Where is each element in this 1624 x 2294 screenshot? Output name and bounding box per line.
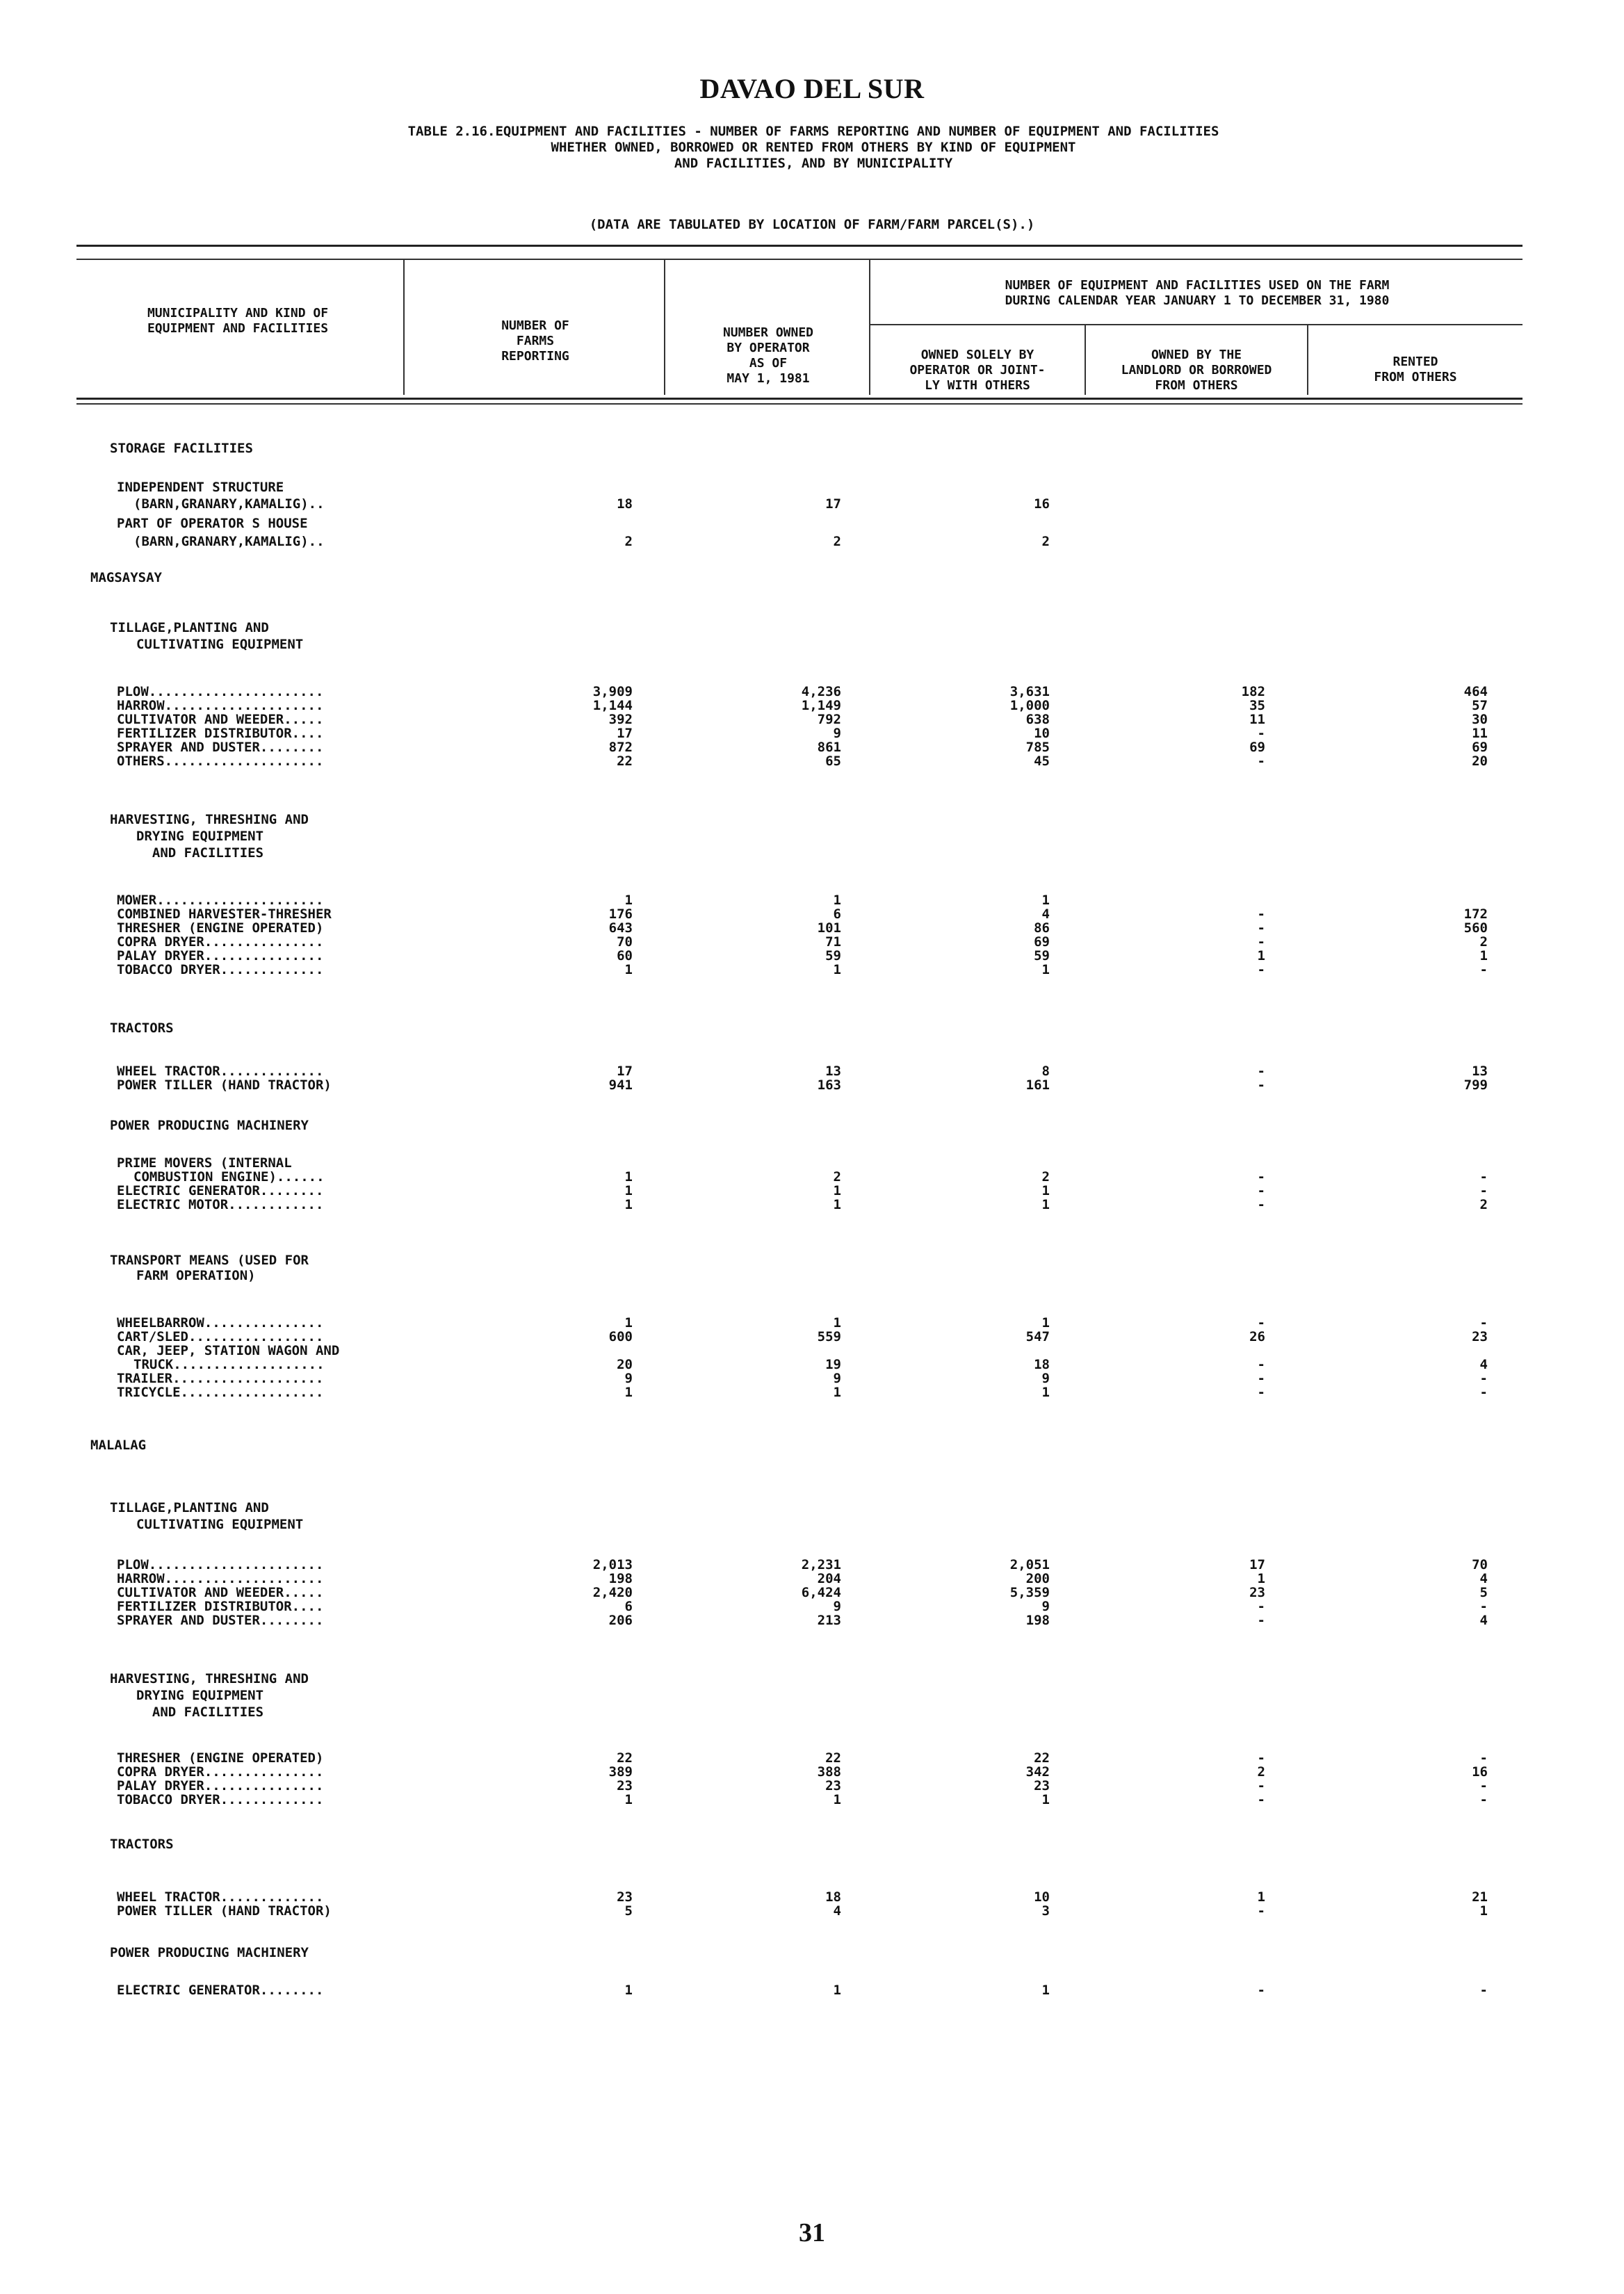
owned-solely-cell: 1,000 (1009, 698, 1050, 713)
owned-landlord-cell: - (1257, 1903, 1265, 1919)
category-heading (0, 619, 1624, 637)
owned-as-of-cell: 213 (817, 1613, 841, 1628)
farms-reporting-cell: 941 (608, 1077, 633, 1093)
rented-cell: 57 (1472, 698, 1488, 713)
row-label: WHEEL TRACTOR............. (117, 1064, 324, 1079)
farms-reporting-cell: 2,013 (592, 1557, 633, 1572)
row-label: WHEELBARROW............... (117, 1315, 324, 1331)
row-label: THRESHER (ENGINE OPERATED) (117, 1750, 324, 1766)
owned-landlord-cell: - (1257, 920, 1265, 936)
header-divider (869, 259, 870, 395)
owned-landlord-cell: - (1257, 1792, 1265, 1807)
row-label: POWER PRODUCING MACHINERY (110, 1118, 309, 1133)
farms-reporting-cell: 206 (608, 1613, 633, 1628)
farms-reporting-cell: 1 (624, 1385, 633, 1400)
farms-reporting-cell: 1 (624, 962, 633, 977)
farms-reporting-cell: 17 (617, 726, 633, 741)
owned-as-of-cell: 204 (817, 1571, 841, 1586)
rented-cell: 172 (1463, 906, 1488, 922)
rented-cell: 69 (1472, 740, 1488, 755)
owned-landlord-cell: - (1257, 1169, 1265, 1185)
farms-reporting-cell: 2 (624, 534, 633, 549)
farms-reporting-cell: 23 (617, 1889, 633, 1905)
farms-reporting-cell: 60 (617, 948, 633, 963)
owned-solely-cell: 161 (1025, 1077, 1050, 1093)
table-caption: TABLE 2.16.EQUIPMENT AND FACILITIES - NUMBER OF FARMS REPORTING AND NUMBER OF EQUIPMENT AND FACILITIES WHETHER OWNED, BORROWED OR RENTED FROM OTHERS BY KIND OF EQUIPMENT AND FACILITIES, AND BY MUNICIPALITY (407, 124, 1219, 171)
farms-reporting-cell: 1 (624, 1169, 633, 1185)
farms-reporting-cell: 176 (608, 906, 633, 922)
row-label: HARVESTING, THRESHING AND (110, 1671, 309, 1686)
rented-cell: 20 (1472, 754, 1488, 769)
group-underline (870, 324, 1522, 325)
owned-solely-cell: 198 (1025, 1613, 1050, 1628)
row-label: CAR, JEEP, STATION WAGON AND (117, 1343, 340, 1358)
table-row (0, 961, 1624, 979)
owned-as-of-cell: 1,149 (801, 698, 841, 713)
table-row (0, 1076, 1624, 1094)
header-divider (664, 259, 665, 395)
owned-landlord-cell: - (1257, 1613, 1265, 1628)
owned-as-of-cell: 1 (833, 1792, 841, 1807)
row-label: PALAY DRYER............... (117, 1778, 324, 1793)
row-label: PALAY DRYER............... (117, 948, 324, 963)
header-divider (1085, 325, 1086, 395)
row-label: FERTILIZER DISTRIBUTOR.... (117, 726, 324, 741)
row-label: POWER PRODUCING MACHINERY (110, 1945, 309, 1960)
municipality-heading (0, 1436, 1624, 1454)
header-bottom-rule (76, 398, 1522, 400)
row-label: MAGSAYSAY (90, 570, 162, 585)
row-label: STORAGE FACILITIES (110, 441, 253, 456)
farms-reporting-cell: 23 (617, 1778, 633, 1793)
table-row (0, 752, 1624, 770)
rented-cell: 13 (1472, 1064, 1488, 1079)
owned-solely-cell: 10 (1034, 726, 1050, 741)
row-label: COPRA DRYER............... (117, 934, 324, 950)
row-label: TRACTORS (110, 1837, 174, 1852)
rented-cell: 560 (1463, 920, 1488, 936)
row-label: MALALAG (90, 1438, 147, 1453)
category-heading (0, 635, 1624, 653)
owned-landlord-cell: - (1257, 1983, 1265, 1998)
page-number: 31 (799, 2218, 825, 2247)
owned-landlord-cell: - (1257, 1750, 1265, 1766)
farms-reporting-cell: 20 (617, 1357, 633, 1372)
row-label: CULTIVATOR AND WEEDER..... (117, 1585, 324, 1600)
owned-landlord-cell: 1 (1257, 1889, 1265, 1905)
rented-cell: - (1479, 1385, 1488, 1400)
row-label: ELECTRIC GENERATOR........ (117, 1183, 324, 1198)
owned-as-of-cell: 861 (817, 740, 841, 755)
farms-reporting-cell: 18 (617, 496, 633, 512)
owned-solely-cell: 9 (1041, 1599, 1050, 1614)
row-label: POWER TILLER (HAND TRACTOR) (117, 1903, 332, 1919)
owned-solely-cell: 59 (1034, 948, 1050, 963)
table-row (0, 478, 1624, 496)
row-label: FERTILIZER DISTRIBUTOR.... (117, 1599, 324, 1614)
farms-reporting-cell: 1 (624, 1315, 633, 1331)
header-owned-as-of: NUMBER OWNED BY OPERATOR AS OF MAY 1, 1981 (722, 325, 814, 386)
row-label: WHEEL TRACTOR............. (117, 1889, 324, 1905)
table-row (0, 532, 1624, 551)
row-label: ELECTRIC GENERATOR........ (117, 1983, 324, 1998)
farms-reporting-cell: 600 (608, 1329, 633, 1344)
table-row (0, 1383, 1624, 1401)
table-row (0, 1902, 1624, 1920)
header-used-group: NUMBER OF EQUIPMENT AND FACILITIES USED ON THE FARM DURING CALENDAR YEAR JANUARY 1 TO DECEMBER 31, 1980 (1005, 278, 1390, 308)
owned-landlord-cell: - (1257, 1385, 1265, 1400)
row-label: COMBINED HARVESTER-THRESHER (117, 906, 332, 922)
owned-as-of-cell: 9 (833, 1599, 841, 1614)
farms-reporting-cell: 1 (624, 1983, 633, 1998)
farms-reporting-cell: 1 (624, 1197, 633, 1212)
row-label: CART/SLED................. (117, 1329, 324, 1344)
row-label: CULTIVATING EQUIPMENT (136, 1517, 304, 1532)
owned-landlord-cell: 26 (1249, 1329, 1265, 1344)
owned-solely-cell: 200 (1025, 1571, 1050, 1586)
table-row (0, 1981, 1624, 1999)
header-municipality: MUNICIPALITY AND KIND OF EQUIPMENT AND FACILITIES (147, 306, 329, 336)
farms-reporting-cell: 1 (624, 893, 633, 908)
owned-solely-cell: 10 (1034, 1889, 1050, 1905)
owned-solely-cell: 2 (1041, 1169, 1050, 1185)
rented-cell: - (1479, 1169, 1488, 1185)
rented-cell: 4 (1479, 1357, 1488, 1372)
owned-solely-cell: 9 (1041, 1371, 1050, 1386)
owned-solely-cell: 69 (1034, 934, 1050, 950)
rented-cell: 799 (1463, 1077, 1488, 1093)
owned-as-of-cell: 1 (833, 1315, 841, 1331)
row-label: SPRAYER AND DUSTER........ (117, 1613, 324, 1628)
rented-cell: 2 (1479, 934, 1488, 950)
farms-reporting-cell: 2,420 (592, 1585, 633, 1600)
owned-landlord-cell: - (1257, 962, 1265, 977)
owned-as-of-cell: 559 (817, 1329, 841, 1344)
owned-as-of-cell: 163 (817, 1077, 841, 1093)
farms-reporting-cell: 22 (617, 754, 633, 769)
owned-landlord-cell: 35 (1249, 698, 1265, 713)
row-label: INDEPENDENT STRUCTURE (117, 480, 284, 495)
data-note: (DATA ARE TABULATED BY LOCATION OF FARM/FARM PARCEL(S).) (589, 217, 1035, 232)
row-label: PLOW...................... (117, 1557, 324, 1572)
owned-solely-cell: 342 (1025, 1764, 1050, 1780)
owned-landlord-cell: - (1257, 1077, 1265, 1093)
owned-solely-cell: 1 (1041, 1315, 1050, 1331)
owned-landlord-cell: - (1257, 726, 1265, 741)
farms-reporting-cell: 70 (617, 934, 633, 950)
owned-solely-cell: 86 (1034, 920, 1050, 936)
header-owned-landlord: OWNED BY THE LANDLORD OR BORROWED FROM OTHERS (1121, 348, 1272, 393)
header-bottom-rule-2 (76, 403, 1522, 405)
owned-solely-cell: 638 (1025, 712, 1050, 727)
row-label: ELECTRIC MOTOR............ (117, 1197, 324, 1212)
owned-solely-cell: 1 (1041, 1183, 1050, 1198)
category-heading (0, 811, 1624, 829)
row-label: HARROW.................... (117, 698, 324, 713)
owned-solely-cell: 16 (1034, 496, 1050, 512)
owned-solely-cell: 3 (1041, 1903, 1050, 1919)
owned-landlord-cell: - (1257, 906, 1265, 922)
owned-as-of-cell: 1 (833, 1197, 841, 1212)
rented-cell: 464 (1463, 684, 1488, 699)
owned-landlord-cell: - (1257, 1315, 1265, 1331)
rented-cell: 70 (1472, 1557, 1488, 1572)
rented-cell: 21 (1472, 1889, 1488, 1905)
owned-landlord-cell: - (1257, 1357, 1265, 1372)
category-heading (0, 1703, 1624, 1721)
owned-as-of-cell: 1 (833, 962, 841, 977)
owned-solely-cell: 23 (1034, 1778, 1050, 1793)
rented-cell: - (1479, 1983, 1488, 1998)
row-label: PART OF OPERATOR S HOUSE (117, 516, 308, 531)
farms-reporting-cell: 6 (624, 1599, 633, 1614)
category-heading (0, 1116, 1624, 1134)
row-label: TRANSPORT MEANS (USED FOR (110, 1253, 309, 1268)
row-label: PRIME MOVERS (INTERNAL (117, 1155, 292, 1171)
rented-cell: 1 (1479, 948, 1488, 963)
owned-as-of-cell: 9 (833, 1371, 841, 1386)
owned-landlord-cell: 1 (1257, 948, 1265, 963)
farms-reporting-cell: 22 (617, 1750, 633, 1766)
row-label: TILLAGE,PLANTING AND (110, 620, 269, 635)
row-label: OTHERS.................... (117, 754, 324, 769)
owned-solely-cell: 1 (1041, 893, 1050, 908)
farms-reporting-cell: 1 (624, 1792, 633, 1807)
category-heading (0, 1499, 1624, 1517)
row-label: TRAILER................... (117, 1371, 324, 1386)
rented-cell: - (1479, 1792, 1488, 1807)
rented-cell: 2 (1479, 1197, 1488, 1212)
rented-cell: - (1479, 1599, 1488, 1614)
owned-solely-cell: 547 (1025, 1329, 1050, 1344)
row-label: HARVESTING, THRESHING AND (110, 812, 309, 827)
category-heading (0, 1670, 1624, 1688)
row-label: TOBACCO DRYER............. (117, 1792, 324, 1807)
rented-cell: - (1479, 1315, 1488, 1331)
farms-reporting-cell: 17 (617, 1064, 633, 1079)
owned-solely-cell: 1 (1041, 1385, 1050, 1400)
owned-as-of-cell: 6,424 (801, 1585, 841, 1600)
rented-cell: - (1479, 1778, 1488, 1793)
owned-as-of-cell: 2,231 (801, 1557, 841, 1572)
rented-cell: 5 (1479, 1585, 1488, 1600)
owned-solely-cell: 4 (1041, 906, 1050, 922)
owned-landlord-cell: - (1257, 754, 1265, 769)
owned-solely-cell: 5,359 (1009, 1585, 1050, 1600)
header-farms-reporting: NUMBER OF FARMS REPORTING (501, 318, 569, 364)
owned-solely-cell: 2,051 (1009, 1557, 1050, 1572)
owned-as-of-cell: 101 (817, 920, 841, 936)
category-heading (0, 1267, 1624, 1285)
owned-solely-cell: 1 (1041, 1983, 1050, 1998)
row-label: TRACTORS (110, 1020, 174, 1036)
farms-reporting-cell: 643 (608, 920, 633, 936)
farms-reporting-cell: 3,909 (592, 684, 633, 699)
rented-cell: - (1479, 1183, 1488, 1198)
owned-as-of-cell: 9 (833, 726, 841, 741)
table-row (0, 495, 1624, 513)
farms-reporting-cell: 1,144 (592, 698, 633, 713)
row-label: SPRAYER AND DUSTER........ (117, 740, 324, 755)
row-label: (BARN,GRANARY,KAMALIG).. (133, 534, 325, 549)
owned-as-of-cell: 59 (825, 948, 841, 963)
owned-as-of-cell: 23 (825, 1778, 841, 1793)
owned-as-of-cell: 1 (833, 1983, 841, 1998)
owned-as-of-cell: 65 (825, 754, 841, 769)
row-label: CULTIVATING EQUIPMENT (136, 637, 304, 652)
category-heading (0, 844, 1624, 862)
owned-solely-cell: 22 (1034, 1750, 1050, 1766)
owned-solely-cell: 1 (1041, 1197, 1050, 1212)
rented-cell: 16 (1472, 1764, 1488, 1780)
row-label: HARROW.................... (117, 1571, 324, 1586)
row-label: DRYING EQUIPMENT (136, 829, 264, 844)
rented-cell: 23 (1472, 1329, 1488, 1344)
row-label: TILLAGE,PLANTING AND (110, 1500, 269, 1515)
owned-as-of-cell: 6 (833, 906, 841, 922)
owned-solely-cell: 8 (1041, 1064, 1050, 1079)
owned-as-of-cell: 18 (825, 1889, 841, 1905)
owned-landlord-cell: 1 (1257, 1571, 1265, 1586)
owned-as-of-cell: 4 (833, 1903, 841, 1919)
owned-as-of-cell: 17 (825, 496, 841, 512)
farms-reporting-cell: 198 (608, 1571, 633, 1586)
rented-cell: 4 (1479, 1613, 1488, 1628)
page-title: DAVAO DEL SUR (699, 73, 925, 104)
owned-landlord-cell: - (1257, 1183, 1265, 1198)
municipality-heading (0, 569, 1624, 587)
owned-solely-cell: 18 (1034, 1357, 1050, 1372)
category-heading (0, 1019, 1624, 1037)
owned-landlord-cell: 182 (1241, 684, 1265, 699)
rented-cell: 11 (1472, 726, 1488, 741)
owned-solely-cell: 3,631 (1009, 684, 1050, 699)
row-label: TRICYCLE.................. (117, 1385, 324, 1400)
owned-as-of-cell: 22 (825, 1750, 841, 1766)
owned-landlord-cell: - (1257, 1197, 1265, 1212)
row-label: CULTIVATOR AND WEEDER..... (117, 712, 324, 727)
table-row (0, 514, 1624, 532)
row-label: THRESHER (ENGINE OPERATED) (117, 920, 324, 936)
owned-landlord-cell: - (1257, 1599, 1265, 1614)
category-heading (0, 1944, 1624, 1962)
farms-reporting-cell: 392 (608, 712, 633, 727)
owned-landlord-cell: - (1257, 1371, 1265, 1386)
row-label: POWER TILLER (HAND TRACTOR) (117, 1077, 332, 1093)
owned-landlord-cell: - (1257, 1778, 1265, 1793)
category-heading (0, 439, 1624, 457)
rented-cell: 4 (1479, 1571, 1488, 1586)
owned-landlord-cell: - (1257, 1064, 1265, 1079)
farms-reporting-cell: 9 (624, 1371, 633, 1386)
row-label: PLOW...................... (117, 684, 324, 699)
row-label: DRYING EQUIPMENT (136, 1688, 264, 1703)
owned-as-of-cell: 1 (833, 893, 841, 908)
row-label: (BARN,GRANARY,KAMALIG).. (133, 496, 325, 512)
rented-cell: - (1479, 1371, 1488, 1386)
owned-as-of-cell: 1 (833, 1385, 841, 1400)
owned-landlord-cell: 23 (1249, 1585, 1265, 1600)
owned-landlord-cell: 69 (1249, 740, 1265, 755)
category-heading (0, 1686, 1624, 1705)
row-label: FARM OPERATION) (136, 1268, 256, 1283)
owned-landlord-cell: - (1257, 934, 1265, 950)
farms-reporting-cell: 5 (624, 1903, 633, 1919)
owned-as-of-cell: 2 (833, 1169, 841, 1185)
rented-cell: - (1479, 1750, 1488, 1766)
rented-cell: 30 (1472, 712, 1488, 727)
owned-solely-cell: 785 (1025, 740, 1050, 755)
category-heading (0, 827, 1624, 845)
rented-cell: 1 (1479, 1903, 1488, 1919)
table-row (0, 1196, 1624, 1214)
owned-as-of-cell: 71 (825, 934, 841, 950)
owned-as-of-cell: 792 (817, 712, 841, 727)
row-label: TOBACCO DRYER............. (117, 962, 324, 977)
row-label: MOWER..................... (117, 893, 324, 908)
owned-as-of-cell: 4,236 (801, 684, 841, 699)
owned-landlord-cell: 11 (1249, 712, 1265, 727)
farms-reporting-cell: 872 (608, 740, 633, 755)
header-top-rule (76, 245, 1522, 247)
row-label: COPRA DRYER............... (117, 1764, 324, 1780)
owned-solely-cell: 1 (1041, 1792, 1050, 1807)
header-rented: RENTED FROM OTHERS (1374, 355, 1457, 384)
owned-as-of-cell: 13 (825, 1064, 841, 1079)
header-top-rule-2 (76, 259, 1522, 260)
owned-solely-cell: 1 (1041, 962, 1050, 977)
row-label: AND FACILITIES (136, 1705, 264, 1720)
row-label: TRUCK................... (133, 1357, 325, 1372)
owned-as-of-cell: 19 (825, 1357, 841, 1372)
header-divider (1307, 325, 1308, 395)
farms-reporting-cell: 389 (608, 1764, 633, 1780)
owned-landlord-cell: 17 (1249, 1557, 1265, 1572)
owned-as-of-cell: 388 (817, 1764, 841, 1780)
owned-solely-cell: 2 (1041, 534, 1050, 549)
rented-cell: - (1479, 962, 1488, 977)
table-row (0, 1611, 1624, 1629)
table-row (0, 1791, 1624, 1809)
owned-as-of-cell: 1 (833, 1183, 841, 1198)
category-heading (0, 1835, 1624, 1853)
header-owned-solely: OWNED SOLELY BY OPERATOR OR JOINT- LY WITH OTHERS (909, 348, 1046, 393)
category-heading (0, 1515, 1624, 1534)
owned-landlord-cell: 2 (1257, 1764, 1265, 1780)
owned-as-of-cell: 2 (833, 534, 841, 549)
owned-solely-cell: 45 (1034, 754, 1050, 769)
row-label: COMBUSTION ENGINE)...... (133, 1169, 325, 1185)
header-divider (403, 259, 405, 395)
row-label: AND FACILITIES (136, 845, 264, 861)
farms-reporting-cell: 1 (624, 1183, 633, 1198)
